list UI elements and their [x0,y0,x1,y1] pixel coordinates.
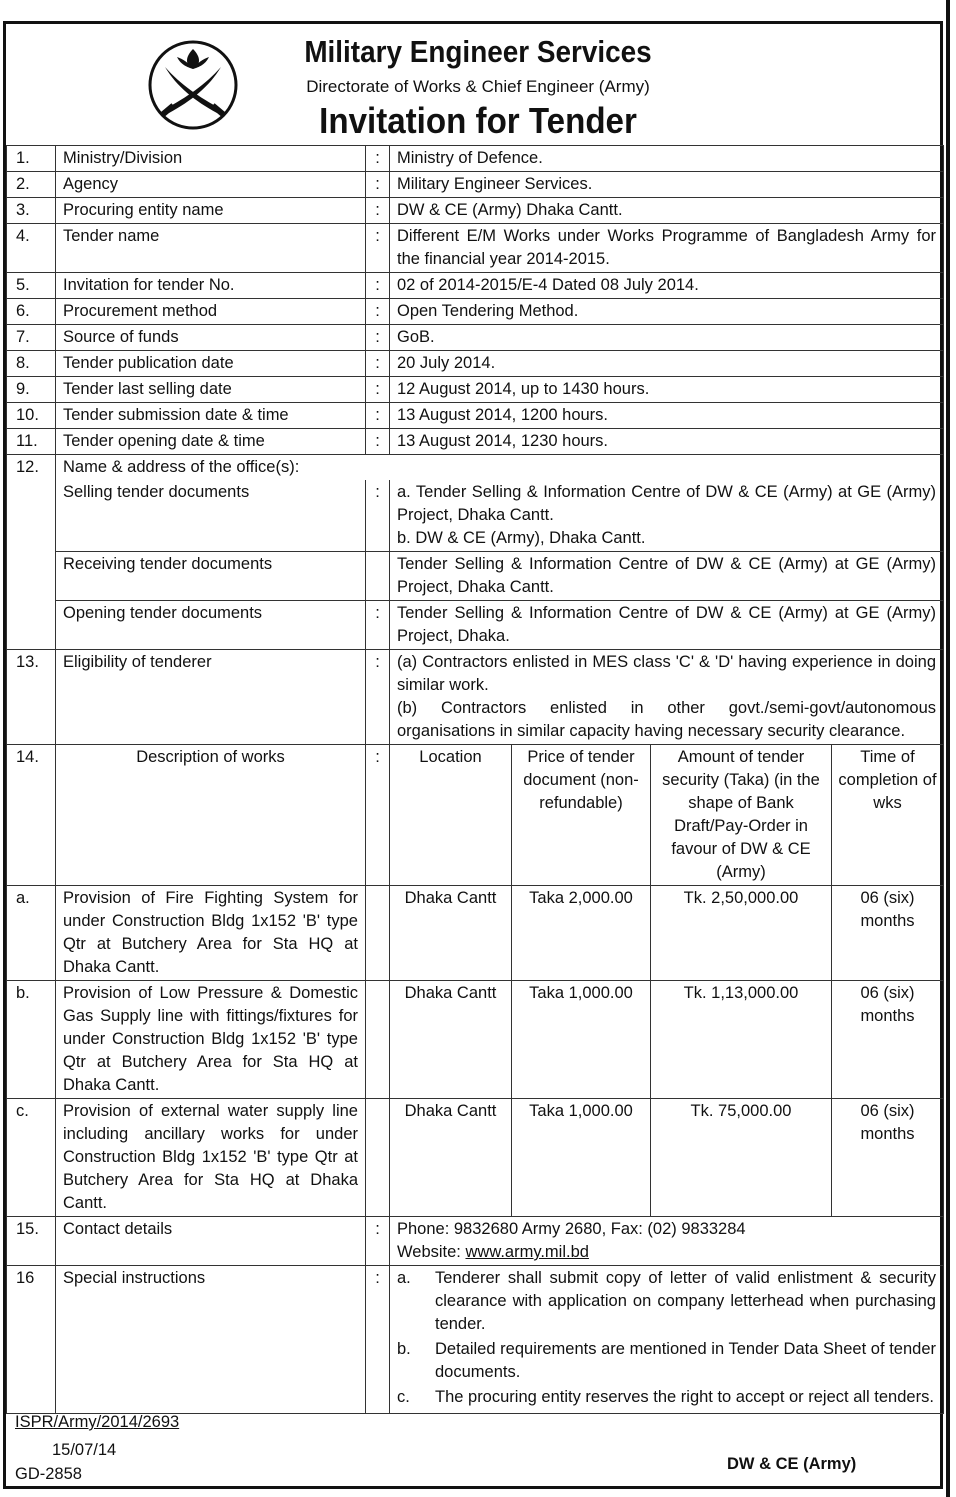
work-time: 06 (six) months [832,886,944,981]
org-name: Military Engineer Services [304,34,652,69]
special-row: 16 Special instructions : a. Tenderer shall submit copy of letter of valid enlistment & security clearance with application on company letterhead when purchasing tender. b. Detailed requirements are mentioned in Tender Data Sheet of tender documents. c. The procuring entity reserves the right to accept or reject all tenders. [7,1266,944,1414]
tender-row [7,325,944,351]
work-location: Dhaka Cantt [390,1099,512,1217]
row-value: 13 August 2014, 1200 hours. [390,403,944,429]
row-value: Ministry of Defence. [390,146,944,172]
colon: : [366,403,390,429]
row-value: GoB. [390,325,944,351]
offices-row [7,455,944,481]
row-number: 9. [7,377,56,403]
colon: : [366,224,390,273]
work-location: Dhaka Cantt [390,886,512,981]
row-label: Tender last selling date [56,377,366,403]
row-number: 7. [7,325,56,351]
contact-value: Phone: 9832680 Army 2680, Fax: (02) 9833284 Website: www.army.mil.bd [390,1217,944,1266]
work-time: 06 (six) months [832,981,944,1099]
row-label: Invitation for tender No. [56,273,366,299]
row-value: DW & CE (Army) Dhaka Cantt. [390,198,944,224]
row-value: 02 of 2014-2015/E-4 Dated 08 July 2014. [390,273,944,299]
footer-date: 15/07/14 [52,1441,117,1459]
directorate-name: Directorate of Works & Chief Engineer (Army) [306,77,650,96]
eligibility-row: 13. Eligibility of tenderer : (a) Contractors enlisted in MES class 'C' & 'D' having experience in doing similar work. (b) Contractors enlisted in other govt./semi-govt/autonomous organisations in similar capacity having necessary security clearance. [7,650,944,745]
row-label: Procuring entity name [56,198,366,224]
row-value: Different E/M Works under Works Programme of Bangladesh Army for the financial year 2014-2015. [390,224,944,273]
gd-number: GD-2858 [15,1465,82,1483]
row-label: Tender publication date [56,351,366,377]
page-title: Invitation for Tender [319,100,637,141]
special-label: Special instructions [56,1266,366,1414]
website-link[interactable]: www.army.mil.bd [465,1243,589,1261]
row-label: Tender submission date & time [56,403,366,429]
work-price: Taka 1,000.00 [512,1099,651,1217]
work-location: Dhaka Cantt [390,981,512,1099]
col-time: Time of completion of wks [832,745,944,886]
colon: : [366,299,390,325]
offices-label: Name & address of the office(s): [56,455,944,481]
opening-value: Tender Selling & Information Centre of DW & CE (Army) at GE (Army) Project, Dhaka. [390,601,944,650]
col-location: Location [390,745,512,886]
signatory: DW & CE (Army) [727,1455,857,1473]
opening-label: Opening tender documents [56,601,366,650]
work-security: Tk. 75,000.00 [651,1099,832,1217]
row-number: 4. [7,224,56,273]
work-description: Provision of external water supply line including ancillary works for under Construction Bldg 1x152 'B' type Qtr at Butchery Area for Sta HQ at Dhaka Cantt. [56,1099,366,1217]
work-time: 06 (six) months [832,1099,944,1217]
contact-label: Contact details [56,1217,366,1266]
row-number: 2. [7,172,56,198]
col-price: Price of tender document (non-refundable) [512,745,651,886]
row-number: 11. [7,429,56,455]
row-label: Source of funds [56,325,366,351]
col-security: Amount of tender security (Taka) (in the shape of Bank Draft/Pay-Order in favour of DW & CE (Army) [651,745,832,886]
scan-edge [946,0,950,1497]
tender-row [7,429,944,455]
receiving-value: Tender Selling & Information Centre of DW & CE (Army) at GE (Army) Project, Dhaka Cantt. [390,552,944,601]
work-item-row: c. Provision of external water supply line including ancillary works for under Construction Bldg 1x152 'B' type Qtr at Butchery Area for Sta HQ at Dhaka Cantt. Dhaka Cantt Taka 1,000.00 Tk. 75,000.00 06 (six) months [7,1099,944,1217]
selling-value: a. Tender Selling & Information Centre of DW & CE (Army) at GE (Army) Project, Dhaka Cantt. b. DW & CE (Army), Dhaka Cantt. [390,480,944,552]
row-value: 20 July 2014. [390,351,944,377]
work-description: Provision of Low Pressure & Domestic Gas Supply line with fittings/fixtures for under Construction Bldg 1x152 'B' type Qtr at Butchery Area for Sta HQ at Dhaka Cantt. [56,981,366,1099]
colon: : [366,172,390,198]
colon: : [366,377,390,403]
row-label: Tender opening date & time [56,429,366,455]
colon: : [366,351,390,377]
tender-row [7,224,944,273]
row-value: 12 August 2014, up to 1430 hours. [390,377,944,403]
work-description: Provision of Fire Fighting System for under Construction Bldg 1x152 'B' type Qtr at Butchery Area for Sta HQ at Dhaka Cantt. [56,886,366,981]
row-number: 10. [7,403,56,429]
colon: : [366,480,390,552]
row-label: Ministry/Division [56,146,366,172]
selling-label: Selling tender documents [56,480,366,552]
tender-row [7,377,944,403]
colon: : [366,429,390,455]
tender-table: 1. Ministry/Division : Ministry of Defence. 2. Agency : Military Engineer Services. 3. Procuring entity name : DW & CE (Army) Dhaka Cantt. 4. Tender name : Different E/M Works under Works Programme of Bangladesh Army for the financial year 2014-2015. 5. Invitation for tender No. : 02 of 2014-2015/E-4 Dated 08 July 2014. 6. Procurement method : Open Tendering Method. 7. Source of funds : GoB. 8. Tender publication date : 20 July 2014. 9. Tender last selling date : 12 August 2014, up to 1430 hours. 10. Tender submission date & time : 13 August 2014, 1200 hours. 11. Tender opening date & time : 13 August 2014, 1230 hours. 12. Name & address of the office(s): Selling tender documents : a. Tender Selling & Information Centre of DW & CE (Army) at GE (Army) Project, Dhaka Cantt. b. DW & CE (Army), Dhaka Cantt. Receiving tender documents Tender Selling & Information Centre of DW & CE (Army) at GE (Army) Project, Dhaka Cantt. Opening tender documents : Tender Selling & Information Centre of DW & CE (Army) at GE (Army) Project, Dhaka. 13. Eligibility of tenderer : (a) Contractors enlisted in MES class 'C' & 'D' having experience in doing similar work. (b) Contractors enlisted in other govt./semi-govt/autonomous organisations in similar capacity having necessary security clearance. 14. Description of works : Location Price of tender document (non-refundable) Amount of tender security (Taka) (in the shape of Bank Draft/Pay-Order in favour of DW & CE (Army) Time of completion of wks a. Provision of Fire Fighting System for under Construction Bldg 1x152 'B' type Qtr at Butchery Area for Sta HQ at Dhaka Cantt. Dhaka Cantt Taka 2,000.00 Tk. 2,50,000.00 06 (six) months b. Provision of Low Pressure & Domestic Gas Supply line with fittings/fixtures for under Construction Bldg 1x152 'B' type Qtr at Butchery Area for Sta HQ at Dhaka Cantt. Dhaka Cantt Taka 1,000.00 Tk. 1,13,000.00 06 (six) months c. Provision of external water supply line including ancillary works for under Construction Bldg 1x152 'B' type Qtr at Butchery Area for Sta HQ at Dhaka Cantt. Dhaka Cantt Taka 1,000.00 Tk. 75,000.00 06 (six) months 15. Contact details : Phone: 9832680 Army 2680, Fax: (02) 9833284 Website: www.army.mil.bd 16 Special instructions : a. Tenderer shall submit copy of letter of valid enlistment & security clearance with application on company letterhead when purchasing tender. b. Detailed requirements are mentioned in Tender Data Sheet of tender documents. c. The procuring entity reserves the right to accept or reject all tenders. [6,145,944,1414]
tender-row [7,172,944,198]
receiving-label: Receiving tender documents [56,552,366,601]
tender-row [7,198,944,224]
eligibility-value: (a) Contractors enlisted in MES class 'C' & 'D' having experience in doing similar work. (b) Contractors enlisted in other govt./semi-govt/autonomous organisations in similar capacity having necessary security clearance. [390,650,944,745]
ispr-reference: ISPR/Army/2014/2693 [15,1413,180,1431]
work-item-row: b. Provision of Low Pressure & Domestic Gas Supply line with fittings/fixtures for under Construction Bldg 1x152 'B' type Qtr at Butchery Area for Sta HQ at Dhaka Cantt. Dhaka Cantt Taka 1,000.00 Tk. 1,13,000.00 06 (six) months [7,981,944,1099]
special-value: a. Tenderer shall submit copy of letter of valid enlistment & security clearance with application on company letterhead when purchasing tender. b. Detailed requirements are mentioned in Tender Data Sheet of tender documents. c. The procuring entity reserves the right to accept or reject all tenders. [390,1266,944,1414]
works-header-row: 14. Description of works : Location Price of tender document (non-refundable) Amount of tender security (Taka) (in the shape of Bank Draft/Pay-Order in favour of DW & CE (Army) Time of completion of wks [7,745,944,886]
work-price: Taka 1,000.00 [512,981,651,1099]
tender-row [7,299,944,325]
row-number: 8. [7,351,56,377]
colon: : [366,325,390,351]
eligibility-label: Eligibility of tenderer [56,650,366,745]
row-value: 13 August 2014, 1230 hours. [390,429,944,455]
row-value: Military Engineer Services. [390,172,944,198]
colon: : [366,146,390,172]
colon: : [366,273,390,299]
row-number: 3. [7,198,56,224]
work-price: Taka 2,000.00 [512,886,651,981]
work-security: Tk. 2,50,000.00 [651,886,832,981]
tender-row [7,351,944,377]
row-label: Procurement method [56,299,366,325]
tender-row [7,403,944,429]
work-security: Tk. 1,13,000.00 [651,981,832,1099]
row-number: 1. [7,146,56,172]
row-number: 5. [7,273,56,299]
row-number: 12. [7,455,56,481]
colon: : [366,198,390,224]
row-number: 6. [7,299,56,325]
contact-phone: Phone: 9832680 Army 2680, Fax: (02) 9833284 [397,1220,746,1238]
row-label: Agency [56,172,366,198]
tender-row [7,146,944,172]
works-description-header: Description of works [56,745,366,886]
row-value: Open Tendering Method. [390,299,944,325]
tender-row [7,273,944,299]
contact-row: 15. Contact details : Phone: 9832680 Army 2680, Fax: (02) 9833284 Website: www.army.mil.bd [7,1217,944,1266]
work-item-row: a. Provision of Fire Fighting System for under Construction Bldg 1x152 'B' type Qtr at Butchery Area for Sta HQ at Dhaka Cantt. Dhaka Cantt Taka 2,000.00 Tk. 2,50,000.00 06 (six) months [7,886,944,981]
row-label: Tender name [56,224,366,273]
